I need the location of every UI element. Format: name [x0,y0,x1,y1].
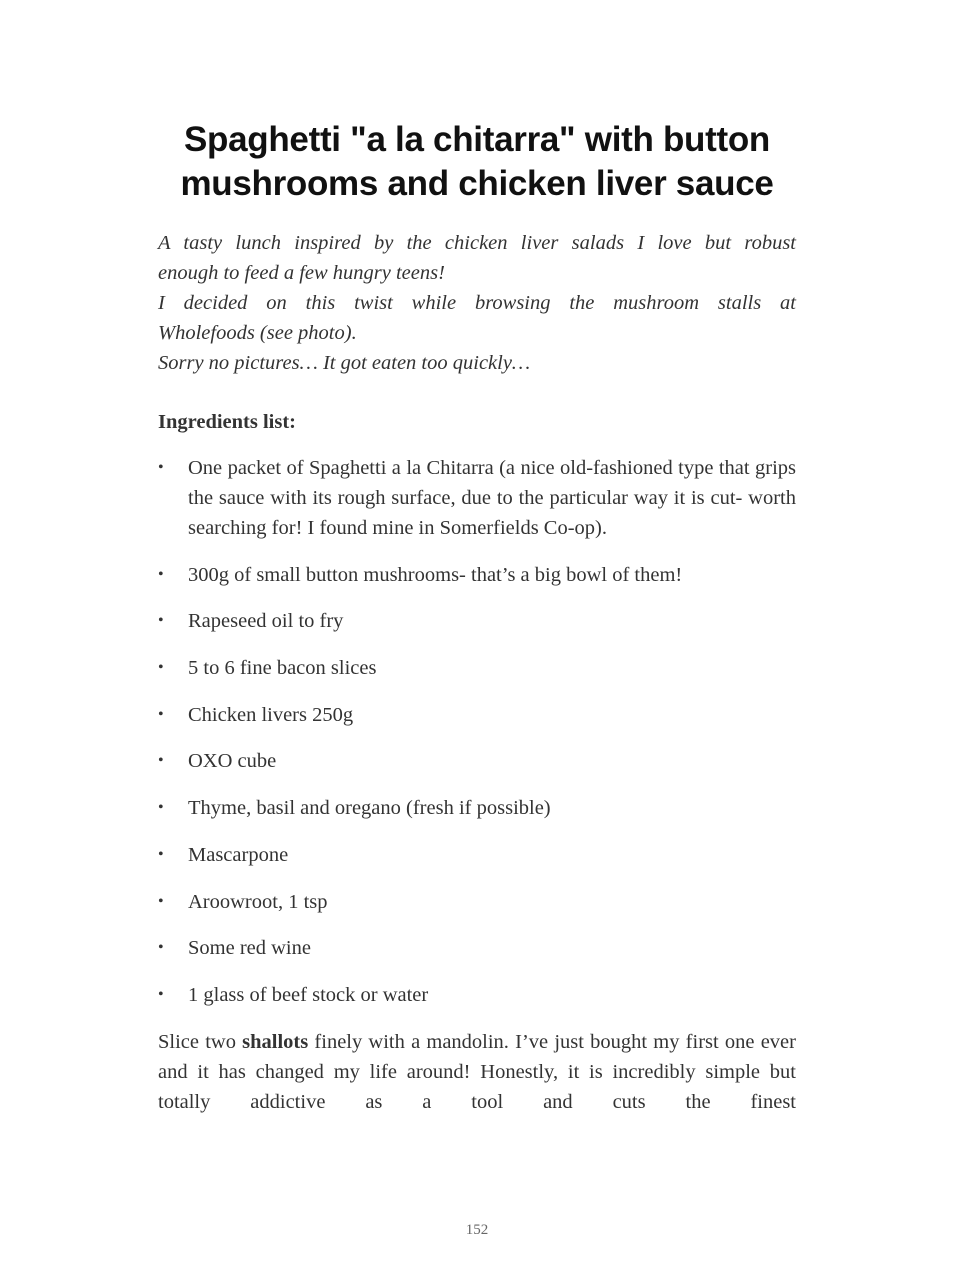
bullet-icon: • [158,705,164,723]
bullet-icon: • [158,659,164,677]
ingredient-text: Mascarpone [188,843,289,866]
ingredient-item [158,653,796,683]
intro-line: Wholefoods (see photo). [158,322,357,344]
ingredient-text: 5 to 6 fine bacon slices [188,657,377,680]
ingredient-text: One packet of Spaghetti a la Chitarra (a nice old-fashioned type that grips the sauce with its rough surface, due to the particular way it is cut- worth searching for! I found mine in Somerfields Co-op). [188,457,796,539]
ingredient-text: Some red wine [188,937,311,960]
ingredient-item [158,606,796,636]
bullet-icon: • [158,612,164,630]
method-bold-ingredient: shallots [242,1030,309,1053]
bullet-icon: • [158,459,164,476]
ingredient-item [158,980,796,1010]
bullet-icon: • [158,799,164,817]
ingredients-list [158,453,796,1010]
ingredient-item [158,840,796,870]
ingredients-heading: Ingredients list: [158,411,297,433]
ingredient-text: 300g of small button mushrooms- that’s a big bowl of them! [188,563,683,586]
ingredient-text: Rapeseed oil to fry [188,610,344,633]
recipe-intro [158,228,796,378]
method-text: finely with a mandolin. I’ve just bought my first one ever and it has changed my life around! Honestly, it is incredibly simple but totally addictive as a tool and cuts the finest [158,1030,796,1113]
page-number: 152 [465,1222,489,1238]
intro-line: I decided on this twist while browsing the mushroom stalls at [158,292,796,314]
ingredient-text: 1 glass of beef stock or water [188,983,429,1006]
intro-line: Sorry no pictures… It got eaten too quickly… [158,352,531,374]
ingredient-item [158,746,796,776]
recipe-page [158,118,796,1117]
ingredient-text: Chicken livers 250g [188,703,354,726]
ingredient-text: Aroowroot, 1 tsp [188,890,328,913]
bullet-icon: • [158,985,164,1003]
method-paragraph [158,1027,796,1117]
method-text: Slice two [158,1030,243,1053]
ingredient-item [158,933,796,963]
bullet-icon: • [158,845,164,863]
intro-line: A tasty lunch inspired by the chicken liver salads I love but robust [158,232,796,254]
bullet-icon: • [158,565,164,583]
bullet-icon: • [158,752,164,770]
ingredient-text: Thyme, basil and oregano (fresh if possible) [188,797,551,820]
ingredient-item [158,700,796,730]
ingredient-item [158,453,796,543]
ingredient-item [158,793,796,823]
ingredient-text: OXO cube [188,750,277,773]
intro-line: enough to feed a few hungry teens! [158,262,445,284]
bullet-icon: • [158,939,164,957]
recipe-title: Spaghetti "a la chitarra" with button mushrooms and chicken liver sauce [180,120,774,203]
ingredient-item [158,887,796,917]
bullet-icon: • [158,892,164,910]
ingredient-item [158,560,796,590]
